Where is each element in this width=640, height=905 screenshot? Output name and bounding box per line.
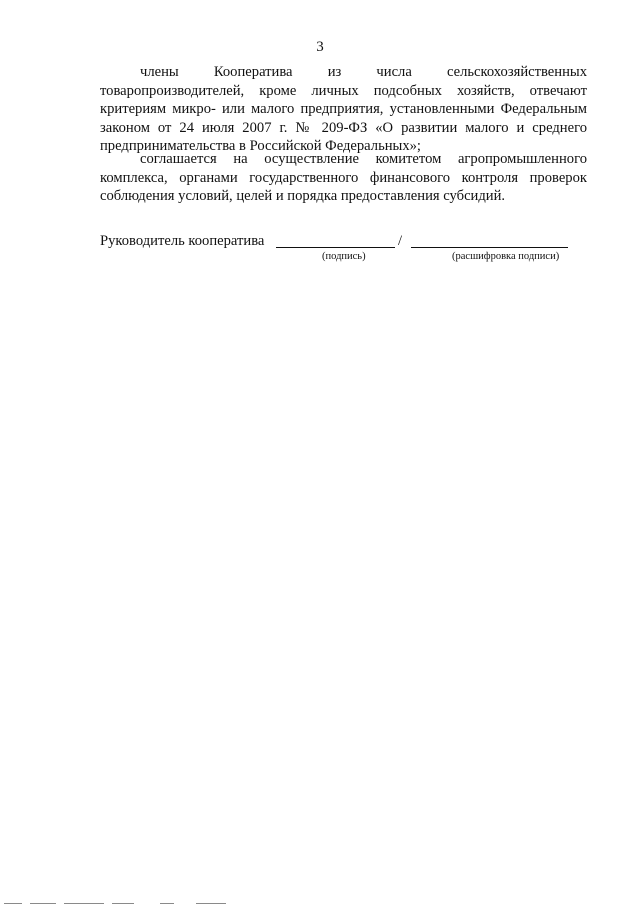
signature-block — [100, 232, 587, 272]
signature-label: Руководитель кооператива — [100, 233, 265, 249]
paragraph-members — [100, 63, 587, 156]
signature-separator: / — [398, 233, 403, 249]
paragraph-consent-text: соглашается на осуществление комитетом агропромышленного комплекса, органами государственного финансового контроля проверок соблюдения условий, целей и порядка предоставления субсидий. — [100, 151, 587, 205]
decryption-caption: (расшифровка подписи) — [452, 251, 560, 262]
paragraph-consent — [100, 150, 587, 206]
scan-edge-artifact — [0, 899, 260, 905]
signature-decryption-line[interactable] — [411, 247, 568, 248]
signature-caption: (подпись) — [322, 251, 366, 262]
paragraph-members-rest: товаропроизводителей, кроме личных подсобных хозяйств, отвечают критериям микро- или малого предприятия, установленными Федеральным законом от 24 июля 2007 г. № 209-ФЗ «О развитии малого и среднего предпринимательства в Российской Федеральных»; — [100, 82, 587, 155]
signature-line[interactable] — [276, 247, 395, 248]
page-number: 3 — [316, 39, 324, 55]
paragraph-members-line1: члены Кооператива из числа сельскохозяйственных — [140, 64, 587, 80]
